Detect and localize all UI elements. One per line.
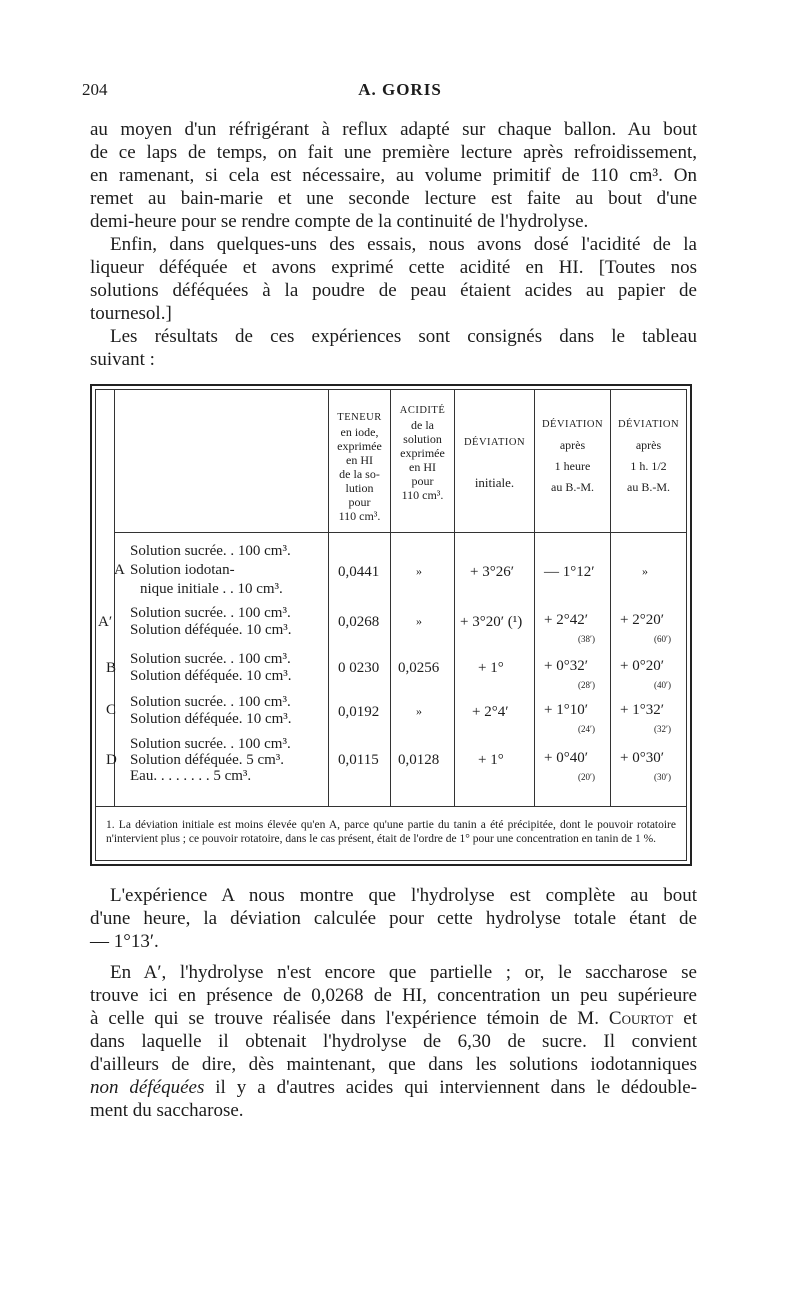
cell-deviation-1h30: + 0°20′ [620,658,664,674]
header-line: DÉVIATION [617,419,680,430]
row-letter: A [114,562,125,578]
row-composition-line: Solution sucrée. . 100 cm³. [130,543,291,559]
cell-deviation-1h-delta: (20′) [578,772,595,782]
paragraph-2 [90,233,697,325]
cell-deviation-1h: + 0°32′ [544,658,588,674]
header-acidite [391,404,454,502]
row-letter: D [106,752,117,768]
header-line: de la so- [339,467,380,481]
row-composition-line: Solution déféquée. 10 cm³. [130,668,292,684]
row-letter: A′ [98,614,113,630]
header-line: après [559,438,586,452]
results-table [90,384,692,866]
text-line: remet au bain-marie et une seconde lecture est faite au bout d'une [90,188,697,209]
cell-deviation-1h30: + 0°30′ [620,750,664,766]
cell-deviation-initiale: + 1° [478,752,504,768]
header-line: de la [411,418,434,432]
header-line: initiale. [474,475,515,490]
header-line: 1 h. 1/2 [630,459,667,473]
header-line: DÉVIATION [463,437,526,448]
cell-deviation-1h: — 1°12′ [544,564,595,580]
cell-deviation-1h30-delta: (32′) [654,724,671,734]
row-composition-line: Solution sucrée. . 100 cm³. [130,605,291,621]
cell-deviation-1h: + 2°42′ [544,612,588,628]
running-head: A. GORIS [358,80,442,99]
cell-deviation-1h-delta: (28′) [578,680,595,690]
cell-deviation-initiale: + 3°20′ (¹) [460,614,523,630]
header-rule [114,532,686,533]
text-line [90,1076,697,1099]
row-composition-line: Solution sucrée. . 100 cm³. [130,651,291,667]
header-line: TENEUR [337,412,382,423]
paragraph-4 [90,884,697,953]
row-composition-line: Eau. . . . . . . . 5 cm³. [130,768,252,784]
row-composition-line: Solution iodotan- [130,562,235,578]
cell-deviation-1h: + 1°10′ [544,702,588,718]
header-line: au B.-M. [627,480,670,494]
italic-emphasis: non déféquées [90,1077,205,1098]
cell-acidite: » [416,614,422,628]
text-run: à celle qui se trouve réalisée dans l'expérience témoin de M. [90,1008,609,1029]
cell-deviation-1h-delta: (24′) [578,724,595,734]
header-deviation-1h30 [611,414,686,498]
row-composition-line: Solution déféquée. 10 cm³. [130,622,292,638]
text-line: solutions déféquées à la poudre de peau étaient acides au papier de [90,280,697,301]
text-line: de ce laps de temps, on fait une première lecture après refroidissement, [90,142,697,163]
text-line: En A′, l'hydrolyse n'est encore que partielle ; or, le saccharose se [110,962,697,983]
header-line: 110 cm³. [401,488,444,502]
header-line: en HI [409,460,436,474]
text-line: trouve ici en présence de 0,0268 de HI, concentration un peu supérieure [90,985,697,1006]
page-number: 204 [82,80,108,99]
text-line: demi-heure pour se rendre compte de la continuité de l'hydrolyse. [90,211,589,232]
text-line: au moyen d'un réfrigérant à reflux adapté sur chaque ballon. Au bout [90,119,697,140]
text-line: dans laquelle il obtenait l'hydrolyse de 6,30 de sucre. Il convient [90,1031,697,1052]
row-composition-line: Solution sucrée. . 100 cm³. [130,694,291,710]
paragraph-1 [90,118,697,233]
header-line: au B.-M. [551,480,594,494]
cell-deviation-1h: + 0°40′ [544,750,588,766]
cell-acidite: 0,0128 [398,752,440,768]
cell-deviation-1h-delta: (38′) [578,634,595,644]
paragraph-3 [90,325,697,371]
cell-deviation-1h30: + 2°20′ [620,612,664,628]
cell-deviation-initiale: + 3°26′ [470,564,514,580]
text-line: d'ailleurs de dire, dès maintenant, que dans les solutions iodotanniques [90,1054,697,1075]
cell-deviation-1h30: + 1°32′ [620,702,664,718]
header-line: DÉVIATION [541,419,604,430]
header-line: 1 heure [554,459,591,473]
cell-teneur: 0 0230 [338,660,380,676]
header-line: pour [348,495,371,509]
cell-deviation-1h30-delta: (60′) [654,634,671,644]
text-run: et [673,1008,697,1029]
header-line: lution [345,481,374,495]
cell-deviation-1h30: » [642,564,648,578]
header-line: 110 cm³. [338,509,381,523]
row-letter: B [106,660,117,676]
cell-deviation-initiale: + 1° [478,660,504,676]
header-line: après [635,438,662,452]
text-line: suivant : [90,349,155,370]
cell-deviation-1h30-delta: (30′) [654,772,671,782]
text-line: Les résultats de ces expériences sont consignés dans le tableau [110,326,697,347]
cell-acidite: » [416,564,422,578]
cell-teneur: 0,0115 [338,752,379,768]
header-deviation-initiale [455,436,534,490]
text-line: tournesol.] [90,303,172,324]
header-line: en HI [346,453,373,467]
text-line: liqueur déféquée et avons exprimé cette acidité en HI. [Toutes nos [90,257,697,278]
header-teneur [329,411,390,523]
text-line: L'expérience A nous montre que l'hydrolyse est complète au bout [110,885,697,906]
author-name: Courtot [608,1008,674,1029]
row-letter: C [106,702,117,718]
cell-teneur: 0,0192 [338,704,380,720]
cell-deviation-1h30-delta: (40′) [654,680,671,690]
row-composition-line: nique initiale . . 10 cm³. [140,581,283,597]
cell-deviation-initiale: + 2°4′ [472,704,509,720]
header-line: pour [411,474,434,488]
text-line: en ramenant, si cela est nécessaire, au volume primitif de 110 cm³. On [90,165,697,186]
text-line: — 1°13′. [90,931,159,952]
column-rule [114,390,115,806]
row-composition-line: Solution déféquée. 10 cm³. [130,711,292,727]
cell-teneur: 0,0441 [338,564,380,580]
paragraph-5 [90,961,697,1122]
row-composition-line: Solution sucrée. . 100 cm³. [130,736,291,752]
cell-acidite: » [416,704,422,718]
header-line: exprimée [400,446,445,460]
header-line: ACIDITÉ [399,405,446,416]
cell-acidite: 0,0256 [398,660,440,676]
header-deviation-1h [535,414,610,498]
header-line: en iode, [340,425,379,439]
text-line [90,1007,697,1030]
text-line: ment du saccharose. [90,1100,244,1121]
text-run: il y a d'autres acides qui interviennent dans le dédouble- [204,1077,697,1098]
text-line: d'une heure, la déviation calculée pour cette hydrolyse totale étant de [90,908,697,929]
text-line: Enfin, dans quelques-uns des essais, nous avons dosé l'acidité de la [110,234,697,255]
header-line: solution [403,432,442,446]
cell-teneur: 0,0268 [338,614,380,630]
table-footnote: 1. La déviation initiale est moins élevée qu'en A, parce qu'une partie du tanin a été précipitée, dont le pouvoir rotatoire n'intervient plus ; ce pouvoir rotatoire, dans le cas présent, était de l'ordre de 1° pour une concentration en tanin de 1 %. [106,819,676,845]
footnote-rule [96,806,686,807]
row-composition-line: Solution déféquée. 5 cm³. [130,752,285,768]
header-line: exprimée [337,439,382,453]
